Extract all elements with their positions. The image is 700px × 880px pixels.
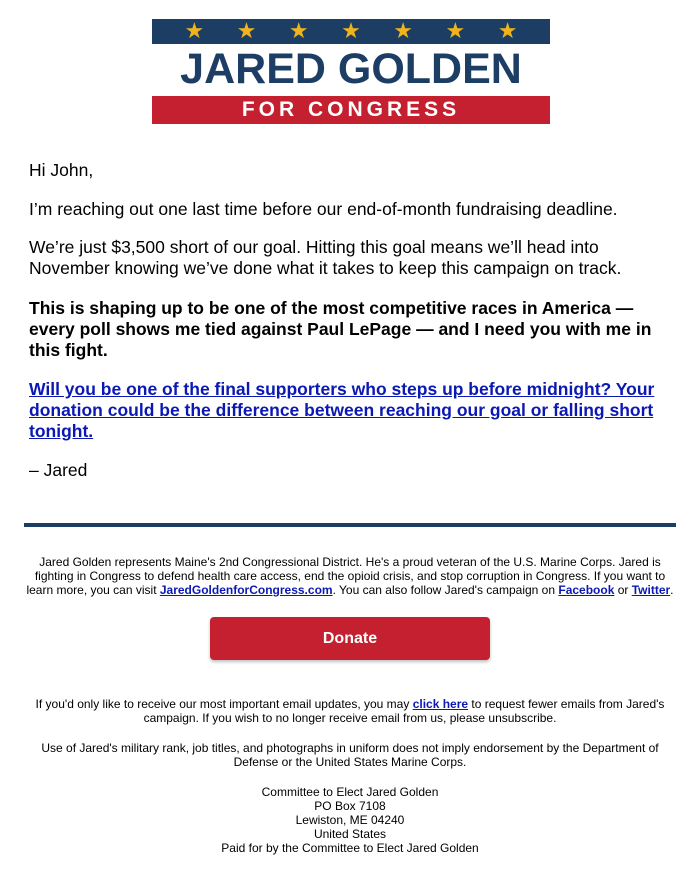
email-preferences (22, 697, 678, 725)
address-country: United States (313, 827, 387, 841)
star-icon: ★ (341, 19, 361, 44)
website-link[interactable]: JaredGoldenforCongress.com (159, 583, 333, 597)
logo-name: JARED GOLDEN (180, 45, 522, 93)
divider (24, 523, 676, 527)
star-icon: ★ (445, 19, 466, 44)
fewer-emails-link[interactable]: click here (412, 697, 469, 711)
donation-appeal (29, 379, 674, 442)
star-icon: ★ (393, 19, 414, 44)
greeting: Hi John, (29, 160, 94, 180)
address-committee: Committee to Elect Jared Golden (261, 785, 439, 799)
mailing-address (0, 785, 700, 855)
paragraph-1: I’m reaching out one last time before our end-of-month fundraising deadline. (29, 199, 618, 219)
paid-for-disclaimer: Paid for by the Committee to Elect Jared Golden (221, 841, 479, 855)
star-icon: ★ (184, 19, 205, 44)
address-city: Lewiston, ME 04240 (295, 813, 405, 827)
prefs-text: to request fewer emails from Jared's campaign. If you wish to no longer receive email from us, please unsubscribe. (143, 697, 665, 725)
logo-subtitle: FOR CONGRESS (152, 96, 550, 124)
military-disclaimer: Use of Jared's military rank, job titles, and photographs in uniform does not imply endorsement by the Department of Defense or the United States Marine Corps. (41, 741, 659, 769)
donate-button[interactable]: Donate (210, 617, 490, 660)
paragraph-2: We’re just $3,500 short of our goal. Hitting this goal means we’ll head into November knowing we’ve done what it takes to keep this campaign on track. (29, 237, 622, 278)
footer-about-text: . You can also follow Jared's campaign on (332, 583, 559, 597)
footer-about-text: or (614, 583, 632, 597)
signoff: – Jared (29, 460, 88, 480)
star-icon: ★ (497, 19, 518, 44)
facebook-link[interactable]: Facebook (558, 583, 615, 597)
address-po-box: PO Box 7108 (314, 799, 386, 813)
footer-about-text: . (670, 583, 674, 597)
star-icon: ★ (236, 19, 257, 44)
logo-star-band (152, 19, 550, 44)
prefs-text: If you'd only like to receive our most important email updates, you may (35, 697, 413, 711)
twitter-link[interactable]: Twitter (631, 583, 671, 597)
star-icon: ★ (288, 19, 309, 44)
footer-about-text: Jared Golden represents Maine's 2nd Congressional District. He's a proud veteran of the U.S. Marine Corps. Jared is fighting in Congress to defend health care access, end the opioid crisis, and stop corruption in Congress. If you want to learn more, you can visit (26, 555, 666, 597)
footer-about (22, 555, 678, 597)
paragraph-bold: This is shaping up to be one of the most competitive races in America — every poll shows me tied against Paul LePage — and I need you with me in this fight. (29, 298, 652, 360)
campaign-logo (152, 19, 550, 124)
donation-appeal-link[interactable]: Will you be one of the final supporters who steps up before midnight? Your donation could be the difference between reaching our goal or falling short tonight. (29, 379, 655, 441)
